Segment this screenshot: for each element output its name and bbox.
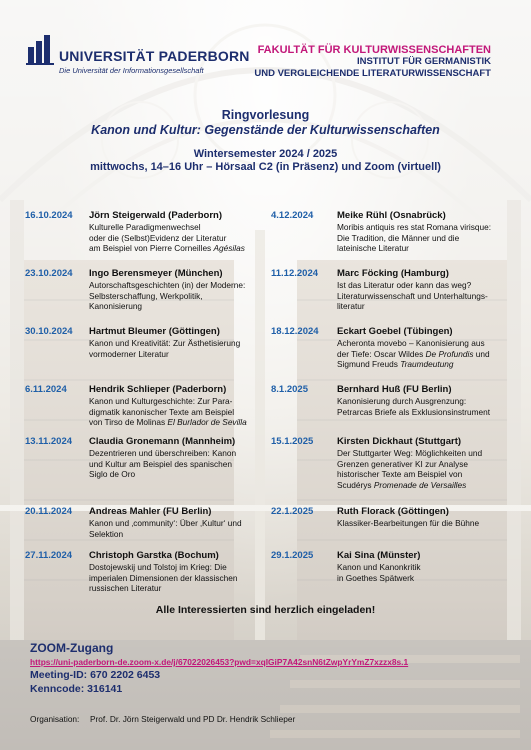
organisers-names: Prof. Dr. Jörn Steigerwald und PD Dr. Hendrik Schlieper: [90, 714, 296, 724]
lecture-title-text: Der Stuttgarter Weg: Möglichkeiten und: [337, 448, 483, 458]
lecture-title-text: Dostojewskij und Tolstoj im Krieg: Die: [89, 562, 227, 572]
lecture-title-text: Literaturwissenschaft und Unterhaltungs-: [337, 290, 488, 301]
lecture-title-line: [89, 407, 279, 418]
lecture-date: 23.10.2024: [25, 268, 73, 279]
faculty-heading: [254, 44, 491, 80]
lecture-title-line: [89, 349, 279, 360]
lecture-title-text: Selektion: [89, 528, 124, 539]
lecture-title: [89, 562, 279, 594]
lecture-title-line: [89, 233, 279, 244]
lecture-title-line: [89, 396, 279, 407]
lecture-date: 13.11.2024: [25, 436, 73, 447]
lecture-date: 4.12.2024: [271, 210, 314, 221]
lecture-title: [337, 396, 531, 417]
lecture-date: 6.11.2024: [25, 384, 67, 395]
lecture-title-line: [337, 359, 531, 370]
lecture-title-text: am Beispiel von Pierre Corneilles: [89, 243, 214, 254]
series-title: Ringvorlesung: [221, 108, 310, 122]
lecture-title-text: Kulturelle Paradigmenwechsel: [89, 222, 201, 232]
lecture-title: [89, 396, 279, 428]
lecture-speaker: Marc Föcking (Hamburg): [337, 268, 449, 279]
lecture-title: [89, 338, 279, 359]
lecture-title: [337, 518, 531, 529]
lecture-title: [337, 280, 531, 312]
university-name: UNIVERSITÄT PADERBORN: [59, 48, 250, 64]
lecture-title-text: russischen Literatur: [89, 583, 162, 594]
lecture-title-text: der Tiefe: Oscar Wildes: [337, 348, 426, 359]
lecture-title-text: in Goethes Spätwerk: [337, 572, 415, 583]
lecture-title: [89, 518, 279, 539]
lecture-title-text: oder die (Selbst)Evidenz der Literatur: [89, 232, 227, 243]
lecture-title-line: [89, 338, 279, 349]
lecture-speaker: Andreas Mahler (FU Berlin): [89, 506, 212, 517]
lecture-title-line: [337, 562, 531, 573]
lecture-title-line: [337, 233, 531, 244]
lecture-speaker: Claudia Gronemann (Mannheim): [89, 436, 236, 447]
lecture-title-line: [337, 407, 531, 418]
lecture-date: 30.10.2024: [25, 326, 73, 337]
lecture-title-text: Kanonisierung: [89, 301, 143, 312]
lecture-title-text: Kanon und ‚community‘: Über ‚Kultur‘ und: [89, 518, 242, 528]
lecture-title-text: Siglo de Oro: [89, 469, 136, 480]
lecture-title-text: digmatik kanonischer Texte am Beispiel: [89, 406, 235, 417]
lecture-title-text: historischer Texte am Beispiel von: [337, 469, 463, 480]
lecture-speaker: Hendrik Schlieper (Paderborn): [89, 384, 227, 395]
event-title-block: [0, 108, 531, 173]
lecture-title-line: [89, 301, 279, 312]
lecture-title-line: [337, 448, 531, 459]
lecture-title-text: Die Tradition, die Männer und die: [337, 232, 460, 243]
lecture-date: 22.1.2025: [271, 506, 314, 517]
university-logo-icon: [26, 33, 56, 65]
lecture-date: 8.1.2025: [271, 384, 308, 395]
lecture-title-line: [337, 469, 531, 480]
schedule: mittwochs, 14–16 Uhr – Hörsaal C2 (in Präsenz) und Zoom (virtuell): [90, 161, 441, 173]
lecture-title-line: [89, 448, 279, 459]
lecture-title-line: [337, 349, 531, 360]
lecture-speaker: Meike Rühl (Osnabrück): [337, 210, 446, 221]
lecture-title-line: [337, 338, 531, 349]
lecture-date: 27.11.2024: [25, 550, 73, 561]
lecture-title-text: Petrarcas Briefe als Exklusionsinstrument: [337, 406, 491, 417]
lecture-date: 11.12.2024: [271, 268, 319, 279]
lecture-speaker: Ingo Berensmeyer (München): [89, 268, 223, 279]
lecture-title: [337, 562, 531, 583]
university-tagline: Die Universität der Informationsgesellschaft: [59, 66, 204, 75]
lecture-title: [337, 338, 531, 370]
faculty-name: FAKULTÄT FÜR KULTURWISSENSCHAFTEN: [257, 44, 491, 56]
lecture-speaker: Kirsten Dickhaut (Stuttgart): [337, 436, 462, 447]
lecture-date: 16.10.2024: [25, 210, 73, 221]
lecture-title: [89, 448, 279, 480]
lecture-date: 29.1.2025: [271, 550, 314, 561]
series-topic: Kanon und Kultur: Gegenstände der Kulturwissenschaften: [91, 123, 440, 137]
lecture-speaker: Christoph Garstka (Bochum): [89, 550, 219, 561]
lecture-title: [89, 280, 279, 312]
zoom-link[interactable]: https://uni-paderborn-de.zoom-x.de/j/67022026453?pwd=xqIGiP7A42snN6tZwpYrYmZ7xzzx8s.1: [30, 657, 409, 667]
lecture-title-line: [337, 301, 531, 312]
lecture-work-title: Promenade de Versailles: [373, 480, 467, 491]
lecture-title-line: [337, 222, 531, 233]
lecture-title-text: Kanon und Kreativität: Zur Ästhetisierung: [89, 338, 241, 348]
lecture-title-line: [89, 417, 279, 428]
lecture-title-line: [89, 243, 279, 254]
lecture-title-text: vormoderner Literatur: [89, 348, 169, 359]
lecture-title-text: Acheronta movebo – Kanonisierung aus: [337, 338, 485, 348]
lecture-title-line: [89, 469, 279, 480]
lecture-title-line: [89, 459, 279, 470]
lecture-title-text: Klassiker-Bearbeitungen für die Bühne: [337, 518, 480, 528]
lecture-title-line: [89, 529, 279, 540]
lecture-title-text: Scudérys: [337, 480, 374, 491]
organisers: [30, 714, 295, 724]
lecture-title-text: Sigmund Freuds: [337, 359, 401, 370]
lecture-title-text: und Kultur am Beispiel des spanischen: [89, 458, 232, 469]
lecture-title-line: [337, 243, 531, 254]
lecture-title-line: [89, 222, 279, 233]
lecture-date: 15.1.2025: [271, 436, 314, 447]
lecture-work-title: Agésilas: [213, 243, 245, 254]
lecture-title-text: Ist das Literatur oder kann das weg?: [337, 280, 472, 290]
lecture-title-line: [89, 583, 279, 594]
lecture-speaker: Jörn Steigerwald (Paderborn): [89, 210, 223, 221]
lecture-speaker: Eckart Goebel (Tübingen): [337, 326, 453, 337]
institute-line-2: UND VERGLEICHENDE LITERATURWISSENSCHAFT: [254, 68, 491, 79]
lecture-title: [89, 222, 279, 254]
lecture-date: 20.11.2024: [25, 506, 73, 517]
lecture-title-line: [89, 573, 279, 584]
lecture-speaker: Bernhard Huß (FU Berlin): [337, 384, 452, 395]
lecture-title-line: [337, 480, 531, 491]
lecture-title-line: [337, 573, 531, 584]
lecture-speaker: Hartmut Bleumer (Göttingen): [89, 326, 220, 337]
lecture-title-line: [89, 562, 279, 573]
lecture-title-text: imperialen Dimensionen der klassischen: [89, 572, 238, 583]
lecture-title-text: Kanonisierung durch Ausgrenzung:: [337, 396, 467, 406]
organisers-label: Organisation:: [30, 714, 80, 724]
lecture-speaker: Ruth Florack (Göttingen): [337, 506, 449, 517]
institute-line-1: INSTITUT FÜR GERMANISTIK: [356, 56, 491, 67]
lecture-title-line: [337, 459, 531, 470]
lecture-title-line: [89, 291, 279, 302]
lecture-work-title: De Profundis: [425, 348, 474, 359]
university-logo: [26, 30, 250, 80]
lecture-title-line: [89, 518, 279, 529]
lecture-title: [337, 222, 531, 254]
lecture-title-text: Moribis antiquis res stat Romana virisque:: [337, 222, 492, 232]
zoom-passcode: Kenncode: 316141: [30, 683, 123, 695]
lecture-speaker: Kai Sina (Münster): [337, 550, 421, 561]
lecture-title-text: Kanon und Kanonkritik: [337, 562, 421, 572]
lecture-title-line: [89, 280, 279, 291]
lecture-title-text: und: [473, 348, 490, 359]
lecture-title-line: [337, 280, 531, 291]
lecture-title-text: Selbsterschaffung, Werkpolitik,: [89, 290, 203, 301]
lecture-title-text: literatur: [337, 301, 365, 312]
zoom-access: [30, 641, 408, 695]
lecture-title: [337, 448, 531, 491]
invitation-text: Alle Interessierten sind herzlich eingeladen!: [155, 604, 376, 616]
lecture-work-title: El Burlador de Sevilla: [167, 417, 247, 428]
lecture-title-text: Grenzen generativer KI zur Analyse: [337, 458, 468, 469]
lecture-title-text: lateinische Literatur: [337, 243, 409, 254]
lecture-title-text: Autorschaftsgeschichten (in) der Moderne:: [89, 280, 246, 290]
semester: Wintersemester 2024 / 2025: [193, 148, 338, 160]
lecture-title-text: Dezentrieren und überschreiben: Kanon: [89, 448, 237, 458]
lecture-title-text: von Tirso de Molinas: [89, 417, 168, 428]
lecture-title-line: [337, 518, 531, 529]
lecture-title-line: [337, 396, 531, 407]
lecture-title-text: Kanon und Kulturgeschichte: Zur Para-: [89, 396, 233, 406]
lecture-work-title: Traumdeutung: [400, 359, 454, 370]
zoom-title: ZOOM-Zugang: [30, 641, 114, 655]
lecture-date: 18.12.2024: [271, 326, 319, 337]
lecture-title-line: [337, 291, 531, 302]
zoom-meeting-id: Meeting-ID: 670 2202 6453: [30, 669, 161, 681]
